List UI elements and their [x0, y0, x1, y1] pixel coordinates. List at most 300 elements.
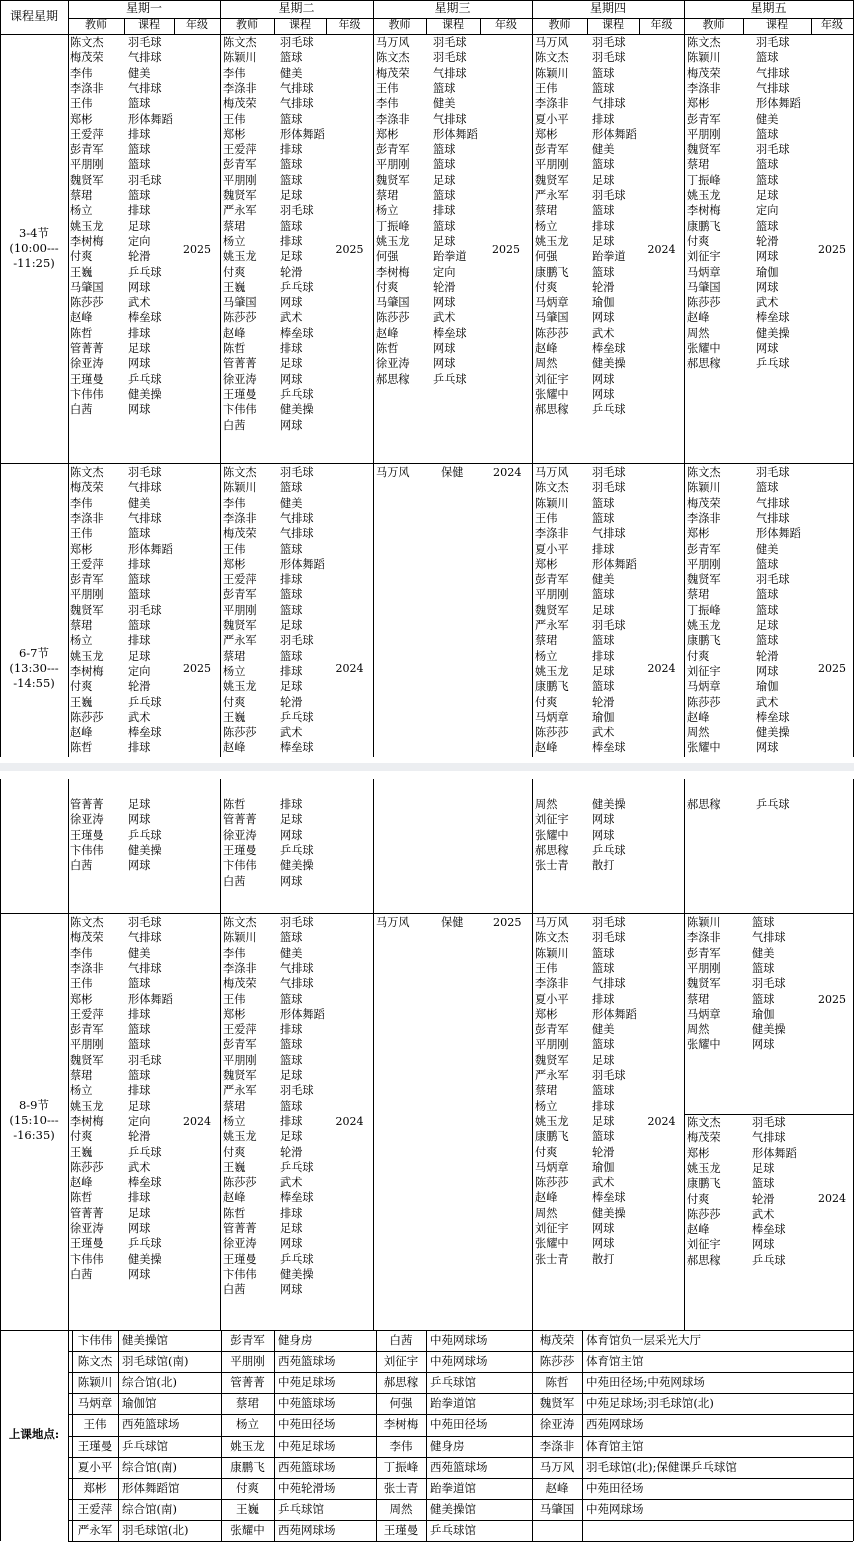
teacher-name: 陈莎莎 [70, 296, 104, 310]
venue-place: 体育馆主馆 [586, 1438, 644, 1453]
course-name: 羽毛球 [752, 1116, 786, 1129]
teacher-name: 何强 [535, 250, 558, 264]
teacher-name: 彭青军 [535, 143, 569, 157]
venue-place: 羽毛球馆(北);保健课乒乓球馆 [586, 1459, 737, 1474]
teacher-name: 陈颖川 [223, 51, 257, 65]
period-time: (13:30--- [9, 661, 59, 675]
course-name: 棒垒球 [433, 326, 467, 340]
teacher-name: 姚玉龙 [223, 250, 257, 264]
teacher-name: 彭青军 [376, 143, 410, 157]
venue-place: 综合馆(北) [122, 1375, 177, 1390]
course-name: 形体舞蹈 [756, 527, 801, 541]
course-name: 排球 [128, 557, 151, 571]
venue-teacher: 杨立 [236, 1417, 259, 1432]
venue-teacher: 严永军 [77, 1522, 113, 1537]
teacher-name: 姚玉龙 [376, 234, 410, 248]
course-name: 篮球 [280, 481, 303, 495]
course-name: 足球 [128, 342, 151, 355]
course-name: 气排球 [280, 81, 314, 95]
teacher-name: 徐亚涛 [70, 813, 104, 827]
venue-place: 西苑篮球场 [430, 1459, 488, 1474]
course-name: 排球 [280, 1206, 303, 1220]
teacher-name: 蔡珺 [70, 189, 93, 202]
teacher-name: 白茜 [70, 403, 93, 417]
teacher-name: 王巍 [70, 265, 93, 279]
course-name: 轮滑 [756, 649, 779, 663]
teacher-name: 马肇国 [376, 296, 410, 310]
teacher-name: 白茜 [70, 1267, 93, 1281]
course-name: 健美 [128, 66, 151, 80]
teacher-name: 陈哲 [223, 1206, 246, 1220]
course-name: 羽毛球 [128, 466, 162, 479]
sub-header: 课程 [289, 18, 311, 31]
teacher-name: 陈文杰 [223, 466, 257, 479]
grid-line [68, 1520, 853, 1521]
teacher-name: 陈莎莎 [535, 1176, 569, 1190]
teacher-name: 梅茂荣 [223, 97, 257, 111]
teacher-name: 赵峰 [535, 741, 558, 755]
venue-place: 形体舞蹈馆 [122, 1480, 180, 1495]
teacher-name: 李伟 [376, 97, 399, 111]
teacher-name: 赵峰 [70, 726, 93, 740]
grade-label: 2025 [183, 662, 211, 675]
grid-line [68, 1393, 853, 1394]
course-name: 足球 [756, 189, 779, 202]
course-name: 排球 [280, 342, 303, 355]
teacher-name: 刘征宇 [535, 372, 569, 386]
venue-teacher: 王瑾曼 [383, 1522, 419, 1537]
teacher-name: 郑彬 [70, 992, 93, 1006]
teacher-name: 丁振峰 [687, 603, 721, 617]
teacher-name: 平朋刚 [70, 1038, 104, 1052]
teacher-name: 彭青军 [70, 573, 104, 587]
teacher-name: 陈文杰 [535, 931, 569, 945]
sub-header: 教师 [85, 18, 107, 31]
course-name: 篮球 [756, 603, 779, 617]
teacher-name: 陈颖川 [687, 916, 721, 929]
teacher-name: 康鹏飞 [687, 219, 721, 233]
teacher-name: 杨立 [376, 204, 399, 218]
teacher-name: 周然 [687, 326, 710, 340]
teacher-name: 刘征宇 [687, 664, 721, 678]
course-name: 篮球 [592, 158, 615, 172]
venue-teacher: 卞伟伟 [77, 1333, 113, 1347]
teacher-name: 陈莎莎 [223, 726, 257, 740]
teacher-name: 周然 [535, 798, 558, 811]
teacher-name: 张耀中 [687, 1038, 721, 1052]
course-name: 篮球 [280, 1099, 303, 1113]
course-name: 排球 [128, 1007, 151, 1021]
teacher-name: 付爽 [223, 265, 246, 279]
course-name: 武术 [280, 1176, 303, 1190]
teacher-name: 郑彬 [70, 542, 93, 556]
course-name: 网球 [280, 1237, 303, 1251]
course-name: 足球 [592, 173, 615, 187]
venue-teacher: 白茜 [389, 1333, 413, 1347]
teacher-name: 郝思稼 [535, 403, 569, 417]
venue-teacher: 付爽 [236, 1480, 259, 1495]
course-name: 羽毛球 [752, 977, 786, 991]
course-name: 气排球 [752, 931, 786, 945]
teacher-name: 卞伟伟 [223, 1267, 257, 1281]
sub-header: 课程 [602, 18, 624, 31]
grid-line [68, 1478, 853, 1479]
course-name: 足球 [128, 219, 151, 233]
venue-teacher: 何强 [389, 1396, 413, 1411]
venue-place: 中苑足球场;羽毛球馆(北) [586, 1396, 714, 1411]
teacher-name: 卞伟伟 [70, 1252, 104, 1266]
venue-teacher: 李树梅 [383, 1417, 419, 1432]
course-name: 形体舞蹈 [128, 112, 173, 126]
teacher-name: 李伟 [223, 946, 246, 960]
teacher-name: 李涤非 [70, 81, 104, 95]
course-name: 棒垒球 [280, 741, 314, 755]
teacher-name: 赵峰 [223, 741, 246, 755]
course-name: 乒乓球 [280, 843, 314, 857]
teacher-name: 赵峰 [223, 1191, 246, 1205]
teacher-name: 杨立 [223, 664, 246, 678]
course-name: 健美操 [592, 357, 626, 371]
teacher-name: 陈莎莎 [687, 296, 721, 310]
course-name: 排球 [280, 234, 303, 248]
teacher-name: 王伟 [376, 81, 399, 95]
course-name: 网球 [592, 387, 615, 401]
teacher-name: 张耀中 [535, 828, 569, 842]
course-name: 气排球 [280, 527, 314, 541]
grid-line [274, 1330, 275, 1541]
teacher-name: 夏小平 [535, 992, 569, 1006]
teacher-name: 王巍 [223, 280, 246, 294]
teacher-name: 李涤非 [535, 97, 569, 111]
venue-place: 西苑网球场 [278, 1522, 336, 1537]
teacher-name: 蔡珺 [535, 204, 558, 218]
teacher-name: 彭青军 [535, 1023, 569, 1037]
course-name: 乒乓球 [128, 695, 162, 709]
course-name: 篮球 [433, 81, 456, 95]
teacher-name: 平朋刚 [535, 158, 569, 172]
course-name: 篮球 [592, 511, 615, 525]
course-name: 篮球 [756, 219, 779, 233]
course-name: 形体舞蹈 [128, 992, 173, 1006]
course-name: 足球 [280, 813, 303, 827]
course-name: 足球 [280, 1130, 303, 1144]
course-name: 篮球 [433, 143, 456, 157]
teacher-name: 李伟 [70, 496, 93, 510]
course-name: 形体舞蹈 [592, 127, 637, 141]
venue-teacher: 平朋刚 [230, 1354, 265, 1369]
course-name: 轮滑 [592, 695, 615, 709]
course-name: 网球 [756, 741, 779, 755]
course-name: 排球 [280, 573, 303, 587]
teacher-name: 赵峰 [223, 326, 246, 340]
page-separator [0, 763, 854, 771]
day-header: 星期三 [434, 1, 471, 15]
teacher-name: 李涤非 [687, 81, 721, 95]
teacher-name: 陈颖川 [535, 66, 569, 80]
teacher-name: 蔡珺 [70, 1069, 93, 1082]
teacher-name: 郑彬 [687, 527, 710, 541]
teacher-name: 张耀中 [535, 387, 569, 401]
course-name: 足球 [128, 798, 151, 811]
course-name: 形体舞蹈 [128, 542, 173, 556]
course-name: 形体舞蹈 [592, 1007, 637, 1021]
grid-line [118, 1330, 119, 1541]
teacher-name: 姚玉龙 [70, 219, 104, 233]
venue-teacher: 刘征宇 [383, 1354, 419, 1369]
course-name: 羽毛球 [592, 189, 626, 202]
course-name: 网球 [592, 311, 615, 325]
teacher-name: 王巍 [223, 1160, 246, 1174]
course-name: 乒乓球 [128, 828, 162, 842]
course-name: 足球 [280, 1069, 303, 1082]
teacher-name: 徐亚涛 [223, 1237, 257, 1251]
course-name: 网球 [752, 1038, 775, 1052]
course-name: 气排球 [128, 51, 162, 65]
day-header: 星期四 [589, 1, 626, 15]
teacher-name: 管菁菁 [223, 1222, 257, 1235]
course-name: 乒乓球 [280, 387, 314, 401]
course-name: 乒乓球 [128, 372, 162, 386]
teacher-name: 王瑾曼 [70, 828, 104, 842]
teacher-name: 平朋刚 [223, 1053, 257, 1067]
venue-place: 中苑田径场;中苑网球场 [586, 1375, 705, 1390]
venue-teacher: 梅茂荣 [539, 1333, 575, 1347]
teacher-name: 陈莎莎 [535, 726, 569, 740]
teacher-name: 李涤非 [70, 961, 104, 975]
teacher-name: 蔡珺 [70, 619, 93, 632]
teacher-name: 刘征宇 [687, 1238, 721, 1252]
course-name: 羽毛球 [756, 573, 790, 587]
course-name: 乒乓球 [752, 1253, 786, 1267]
teacher-name: 姚玉龙 [223, 680, 257, 694]
course-name: 健美操 [128, 387, 162, 401]
course-name: 羽毛球 [280, 466, 314, 479]
grid-line [373, 779, 374, 1330]
grade-label: 2025 [335, 243, 364, 256]
course-name: 网球 [128, 1222, 151, 1235]
course-name: 气排球 [128, 931, 162, 945]
teacher-name: 管菁菁 [70, 798, 104, 811]
teacher-name: 蔡珺 [223, 649, 246, 663]
sub-header: 年级 [821, 18, 843, 31]
teacher-name: 李树梅 [687, 204, 721, 218]
teacher-name: 付爽 [223, 1145, 246, 1159]
teacher-name: 魏贤军 [687, 977, 721, 991]
teacher-name: 陈哲 [223, 342, 246, 355]
teacher-name: 刘征宇 [535, 813, 569, 827]
teacher-name: 平朋刚 [376, 158, 410, 172]
teacher-name: 陈莎莎 [535, 326, 569, 340]
course-name: 羽毛球 [592, 931, 626, 945]
course-name: 篮球 [128, 158, 151, 172]
teacher-name: 彭青军 [70, 143, 104, 157]
course-name: 网球 [280, 874, 303, 888]
teacher-name: 王瑾曼 [223, 843, 257, 857]
venue-place: 羽毛球馆(北) [122, 1522, 189, 1537]
course-name: 排球 [592, 992, 615, 1006]
grid-line [221, 1330, 222, 1541]
grid-line [220, 0, 221, 757]
teacher-name: 王爱萍 [70, 557, 104, 571]
teacher-name: 白茜 [223, 418, 246, 432]
course-name: 篮球 [752, 961, 775, 975]
course-name: 网球 [592, 372, 615, 386]
course-name: 羽毛球 [592, 916, 626, 929]
course-name: 篮球 [756, 158, 779, 172]
venue-teacher: 姚玉龙 [230, 1438, 265, 1453]
course-name: 武术 [128, 710, 151, 724]
teacher-name: 付爽 [70, 1130, 93, 1144]
venue-place: 中苑田径场 [278, 1417, 336, 1432]
course-name: 篮球 [280, 1038, 303, 1052]
sub-header: 年级 [338, 18, 361, 31]
course-name: 篮球 [756, 481, 779, 495]
course-name: 轮滑 [128, 250, 151, 264]
teacher-name: 夏小平 [535, 112, 569, 126]
teacher-name: 郑彬 [535, 127, 558, 141]
teacher-name: 姚玉龙 [535, 664, 569, 678]
grade-label: 2025 [492, 243, 520, 256]
period-time: (15:10--- [9, 1113, 59, 1127]
course-name: 篮球 [592, 1084, 615, 1098]
venue-place: 中苑篮球场 [278, 1396, 336, 1411]
course-name: 气排球 [280, 511, 314, 525]
teacher-name: 彭青军 [223, 1038, 257, 1052]
teacher-name: 魏贤军 [535, 173, 569, 187]
course-name: 篮球 [756, 127, 779, 141]
course-name: 形体舞蹈 [752, 1146, 797, 1160]
teacher-name: 彭青军 [687, 542, 721, 556]
venue-teacher: 夏小平 [77, 1459, 113, 1474]
course-name: 棒垒球 [128, 1176, 162, 1190]
teacher-name: 付爽 [687, 649, 710, 663]
teacher-name: 付爽 [535, 695, 558, 709]
venue-teacher: 王瑾曼 [77, 1438, 113, 1453]
sub-header: 教师 [236, 18, 258, 31]
teacher-name: 梅茂荣 [687, 66, 721, 80]
course-name: 羽毛球 [280, 1084, 314, 1098]
teacher-name: 陈颖川 [687, 481, 721, 495]
course-name: 健美 [280, 946, 303, 960]
teacher-name: 梅茂荣 [687, 496, 721, 510]
teacher-name: 张耀中 [535, 1237, 569, 1251]
grid-line [68, 1372, 853, 1373]
teacher-name: 李树梅 [70, 234, 104, 248]
teacher-name: 马万风 [535, 466, 569, 479]
course-name: 健美操 [592, 1206, 626, 1220]
course-name: 篮球 [433, 189, 456, 202]
course-name: 形体舞蹈 [280, 557, 325, 571]
course-name: 篮球 [752, 916, 775, 929]
teacher-name: 李涤非 [535, 977, 569, 991]
venue-place: 健美操馆 [122, 1333, 168, 1347]
course-name: 武术 [433, 311, 456, 325]
course-name: 健美操 [280, 859, 314, 873]
course-name: 足球 [433, 173, 456, 187]
grid-line [220, 779, 221, 1330]
course-name: 气排球 [128, 961, 162, 975]
teacher-name: 严永军 [535, 1069, 569, 1082]
grid-line [0, 913, 854, 914]
teacher-name: 平朋刚 [687, 961, 721, 975]
teacher-name: 姚玉龙 [70, 1099, 104, 1113]
course-name: 棒垒球 [280, 1191, 314, 1205]
teacher-name: 陈文杰 [535, 481, 569, 495]
course-name: 武术 [756, 296, 779, 310]
teacher-name: 郑彬 [70, 112, 93, 126]
course-name: 健美 [128, 496, 151, 510]
grid-line [373, 0, 374, 757]
teacher-name: 白茜 [70, 859, 93, 873]
course-name: 网球 [128, 813, 151, 827]
teacher-name: 魏贤军 [70, 603, 104, 617]
teacher-name: 严永军 [535, 619, 569, 632]
teacher-name: 卞伟伟 [70, 843, 104, 857]
grade-label: 2025 [183, 243, 211, 256]
grid-line [684, 779, 685, 1330]
teacher-name: 平朋刚 [70, 158, 104, 172]
course-name: 网球 [280, 296, 303, 310]
teacher-name: 王伟 [223, 992, 246, 1006]
venue-teacher: 郑彬 [83, 1480, 107, 1495]
course-name: 足球 [280, 189, 303, 202]
teacher-name: 张耀中 [687, 741, 721, 755]
course-name: 气排球 [433, 112, 467, 126]
course-name: 气排球 [752, 1131, 786, 1145]
course-name: 羽毛球 [128, 36, 162, 49]
day-header: 星期一 [125, 1, 162, 15]
course-name: 足球 [280, 1222, 303, 1235]
course-name: 健美操 [128, 843, 162, 857]
course-name: 定向 [433, 265, 456, 279]
teacher-name: 郑彬 [687, 1146, 710, 1160]
venue-place: 西苑网球场 [586, 1417, 644, 1432]
course-name: 足球 [128, 1206, 151, 1220]
course-name: 健美操 [280, 1267, 314, 1281]
teacher-name: 陈莎莎 [223, 1176, 257, 1190]
venue-teacher: 蔡珺 [236, 1396, 259, 1411]
course-name: 羽毛球 [128, 603, 162, 617]
teacher-name: 李伟 [70, 66, 93, 80]
grid-line [68, 1414, 853, 1415]
teacher-name: 王瑾曼 [223, 387, 257, 401]
course-name: 定向 [128, 234, 151, 248]
venue-teacher: 管菁菁 [230, 1375, 265, 1390]
course-name: 乒乓球 [280, 280, 314, 294]
course-name: 气排球 [756, 81, 790, 95]
course-name: 羽毛球 [592, 481, 626, 495]
teacher-name: 陈文杰 [223, 36, 257, 49]
teacher-name: 蔡珺 [376, 189, 399, 202]
course-name: 篮球 [280, 992, 303, 1006]
teacher-name: 赵峰 [376, 326, 399, 340]
teacher-name: 郑彬 [535, 557, 558, 571]
course-name: 轮滑 [752, 1192, 775, 1206]
course-name: 排球 [128, 1084, 151, 1098]
teacher-name: 陈颖川 [535, 496, 569, 510]
grid-line [0, 1330, 854, 1331]
teacher-name: 陈文杰 [70, 36, 104, 49]
course-name: 气排球 [280, 961, 314, 975]
teacher-name: 平朋刚 [535, 1038, 569, 1052]
course-name: 轮滑 [128, 680, 151, 694]
teacher-name: 梅茂荣 [223, 977, 257, 991]
period-time: -14:55) [13, 676, 55, 690]
course-name: 排球 [128, 634, 151, 648]
teacher-name: 付爽 [535, 280, 558, 294]
grid-line [68, 1351, 853, 1352]
teacher-name: 彭青军 [70, 1023, 104, 1037]
